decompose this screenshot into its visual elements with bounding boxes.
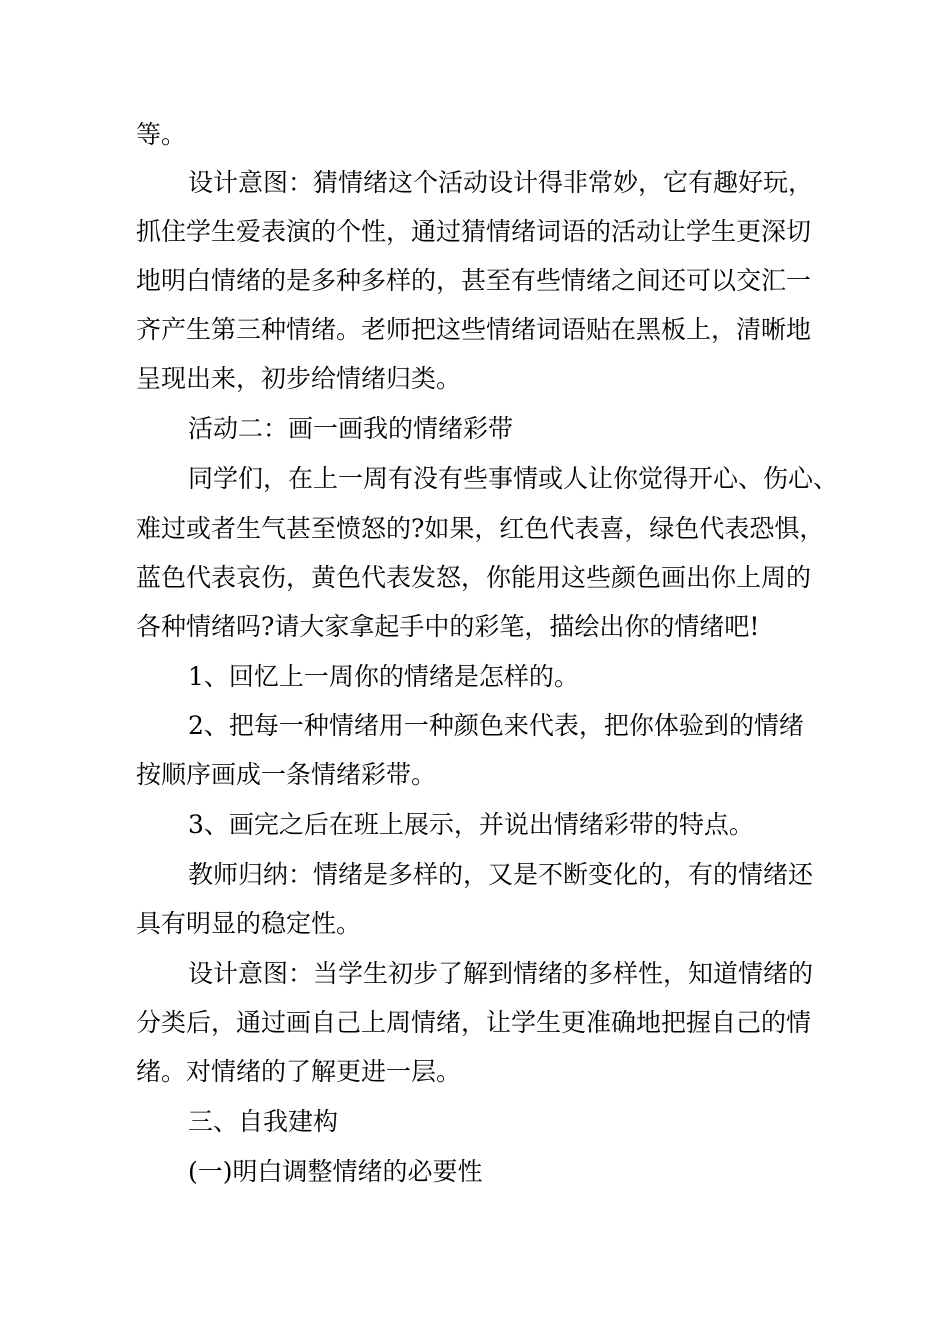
text-line: 蓝色代表哀伤，黄色代表发怒，你能用这些颜色画出你上周的 (136, 563, 812, 592)
text-line: 抓住学生爱表演的个性，通过猜情绪词语的活动让学生更深切 (136, 217, 812, 246)
subsection-one-heading: (一)明白调整情绪的必要性 (188, 1157, 483, 1186)
paragraph-students-question: 同学们，在上一周有没有些事情或人让你觉得开心、伤心、 (188, 464, 839, 493)
list-item-1: 1、回忆上一周你的情绪是怎样的。 (188, 662, 579, 691)
text-line: 按顺序画成一条情绪彩带。 (136, 760, 437, 789)
paragraph-design-intent-2: 设计意图：当学生初步了解到情绪的多样性，知道情绪的 (188, 959, 814, 988)
text-line: 呈现出来，初步给情绪归类。 (136, 364, 462, 393)
text-line: 各种情绪吗?请大家拿起手中的彩笔，描绘出你的情绪吧! (136, 612, 760, 641)
text-line: 地明白情绪的是多种多样的，甚至有些情绪之间还可以交汇一 (136, 266, 812, 295)
text-line: 难过或者生气甚至愤怒的?如果，红色代表喜，绿色代表恐惧， (136, 514, 825, 543)
text-line: 分类后，通过画自己上周情绪，让学生更准确地把握自己的情 (136, 1008, 812, 1037)
paragraph-design-intent-1: 设计意图：猜情绪这个活动设计得非常妙，它有趣好玩， (188, 168, 814, 197)
activity-two-heading: 活动二：画一画我的情绪彩带 (188, 414, 514, 443)
text-line: 具有明显的稳定性。 (136, 909, 362, 938)
list-item-2: 2、把每一种情绪用一种颜色来代表，把你体验到的情绪 (188, 711, 804, 740)
text-line: 等。 (136, 120, 187, 149)
paragraph-teacher-summary: 教师归纳：情绪是多样的，又是不断变化的，有的情绪还 (188, 860, 814, 889)
section-three-heading: 三、自我建构 (188, 1107, 339, 1136)
text-line: 绪。对情绪的了解更进一层。 (136, 1057, 462, 1086)
list-item-3: 3、画完之后在班上展示，并说出情绪彩带的特点。 (188, 810, 754, 839)
text-line: 齐产生第三种情绪。老师把这些情绪词语贴在黑板上，清晰地 (136, 315, 812, 344)
